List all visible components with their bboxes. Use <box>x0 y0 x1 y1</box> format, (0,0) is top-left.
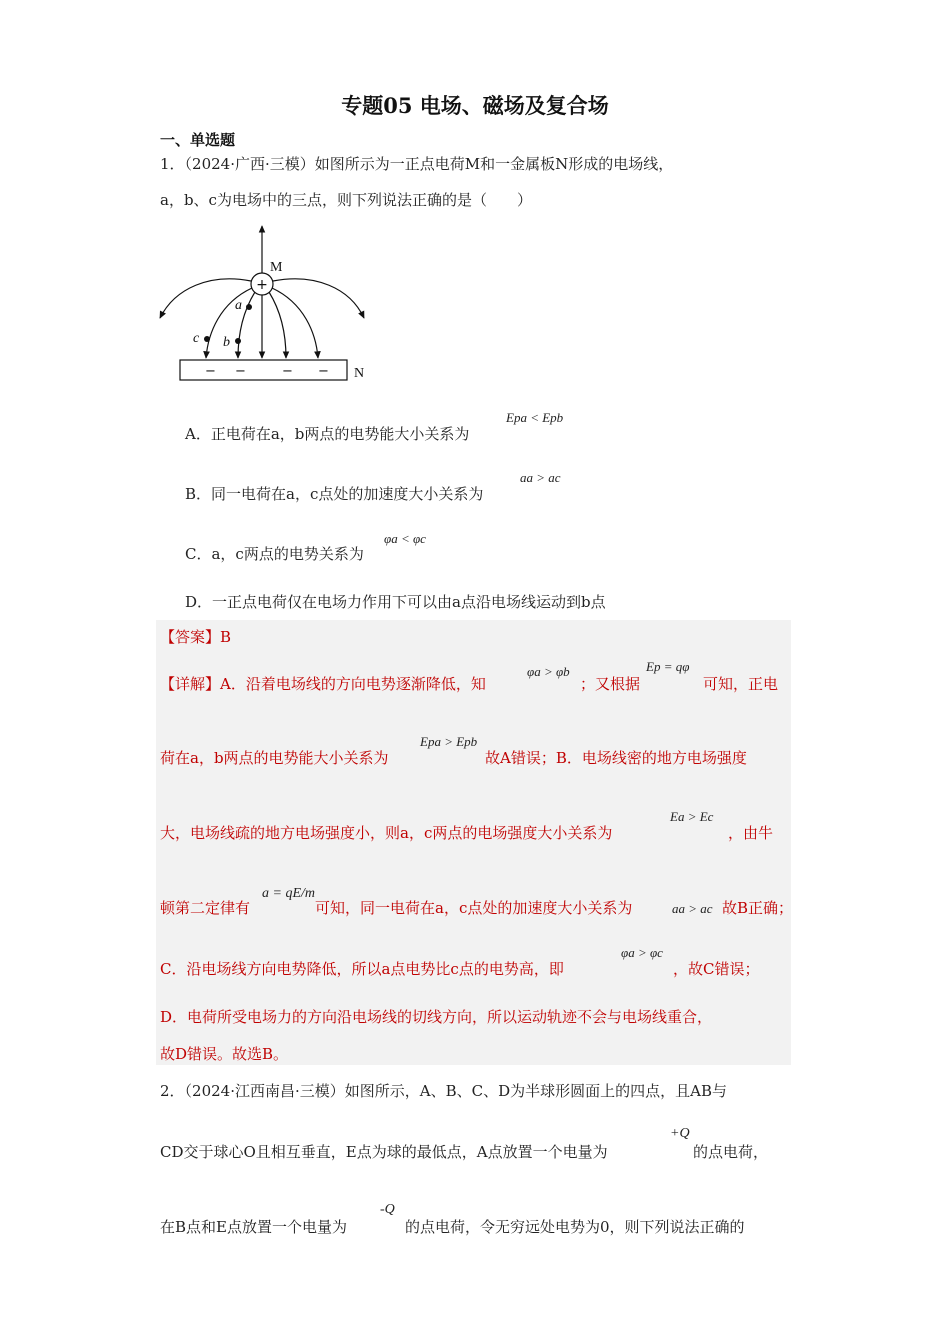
svg-text:−: − <box>282 364 293 379</box>
detail-line5b: ，故C错误； <box>673 960 760 978</box>
label-a: a <box>235 298 242 313</box>
detail-line3a: 大，电场线疏的地方电场强度小，则a，c两点的电场强度大小关系为 <box>160 824 613 842</box>
detail-line1c: 可知，正电 <box>703 675 779 693</box>
detail-line4-math1: a = qE/m <box>262 886 315 901</box>
point-a <box>246 304 252 310</box>
detail-line4-math2: aa > ac <box>672 901 713 916</box>
q1-stem-line2: a，b、c为电场中的三点，则下列说法正确的是（ ） <box>160 191 532 209</box>
detail-line4c: 故B正确； <box>722 899 794 917</box>
q1-option-B-math: aa > ac <box>520 470 561 485</box>
q1-stem-line1: 1．（2024·广西·三模）如图所示为一正点电荷M和一金属板N形成的电场线， <box>160 155 674 173</box>
detail-line1-math2: Ep = qφ <box>646 659 690 674</box>
q2-stem-line3b: 的点电荷，令无穷远处电势为0，则下列说法正确的 <box>405 1218 745 1236</box>
detail-line1b: ；又根据 <box>580 675 641 693</box>
q1-option-C-math: φa < φc <box>384 531 426 546</box>
field-line-right1 <box>269 292 286 358</box>
q2-charge-plus: +Q <box>670 1126 690 1141</box>
q1-option-A: A．正电荷在a，b两点的电势能大小关系为 <box>185 425 470 443</box>
q1-option-B: B．同一电荷在a，c点处的加速度大小关系为 <box>185 485 484 503</box>
section-heading: 一、单选题 <box>160 131 236 149</box>
label-c: c <box>193 331 200 346</box>
page-title: 专题05 电场、磁场及复合场 <box>341 93 609 118</box>
svg-text:−: − <box>205 364 216 379</box>
detail-line4a: 顿第二定律有 <box>160 899 251 917</box>
q1-option-C: C．a，c两点的电势关系为 <box>185 545 364 563</box>
q2-charge-minus: -Q <box>380 1202 395 1217</box>
detail-line2-math: Epa > Epb <box>420 734 478 749</box>
detail-line3-math: Ea > Ec <box>670 809 714 824</box>
q2-stem-line2a: CD交于球心O且相互垂直，E点为球的最低点，A点放置一个电量为 <box>160 1143 608 1161</box>
charge-M-sign: + <box>256 277 268 293</box>
label-b: b <box>223 335 230 350</box>
svg-text:−: − <box>318 364 329 379</box>
detail-line1-math1: φa > φb <box>527 664 570 679</box>
detail-line5a: C．沿电场线方向电势降低，所以a点电势比c点的电势高，即 <box>160 960 564 978</box>
field-line-outer-right <box>273 279 364 318</box>
detail-line2b: 故A错误；B．电场线密的地方电场强度 <box>485 749 747 767</box>
field-line-figure <box>150 218 380 388</box>
q1-option-D: D．一正点电荷仅在电场力作用下可以由a点沿电场线运动到b点 <box>185 593 606 611</box>
point-b <box>235 338 241 344</box>
detail-line6: D．电荷所受电场力的方向沿电场线的切线方向，所以运动轨迹不会与电场线重合， <box>160 1008 713 1026</box>
q2-stem-line3a: 在B点和E点放置一个电量为 <box>160 1218 347 1236</box>
svg-text:−: − <box>235 364 246 379</box>
field-line-right2 <box>272 288 318 358</box>
label-M: M <box>270 260 283 275</box>
detail-line5-math: φa > φc <box>621 945 663 960</box>
q2-stem-line1: 2．（2024·江西南昌·三模）如图所示，A、B、C、D为半球形圆面上的四点，且AB与 <box>160 1082 727 1100</box>
detail-line3b: ，由牛 <box>728 824 774 842</box>
detail-line7: 故D错误。故选B。 <box>160 1045 289 1063</box>
detail-line1a: 【详解】A．沿着电场线的方向电势逐渐降低，知 <box>160 675 486 693</box>
detail-line2a: 荷在a，b两点的电势能大小关系为 <box>160 749 389 767</box>
q1-option-A-math: Epa < Epb <box>506 410 564 425</box>
detail-line4b: 可知，同一电荷在a，c点处的加速度大小关系为 <box>315 899 633 917</box>
point-c <box>204 336 210 342</box>
q2-stem-line2b: 的点电荷， <box>693 1143 769 1161</box>
label-N: N <box>354 366 365 381</box>
answer-label: 【答案】B <box>160 628 232 646</box>
